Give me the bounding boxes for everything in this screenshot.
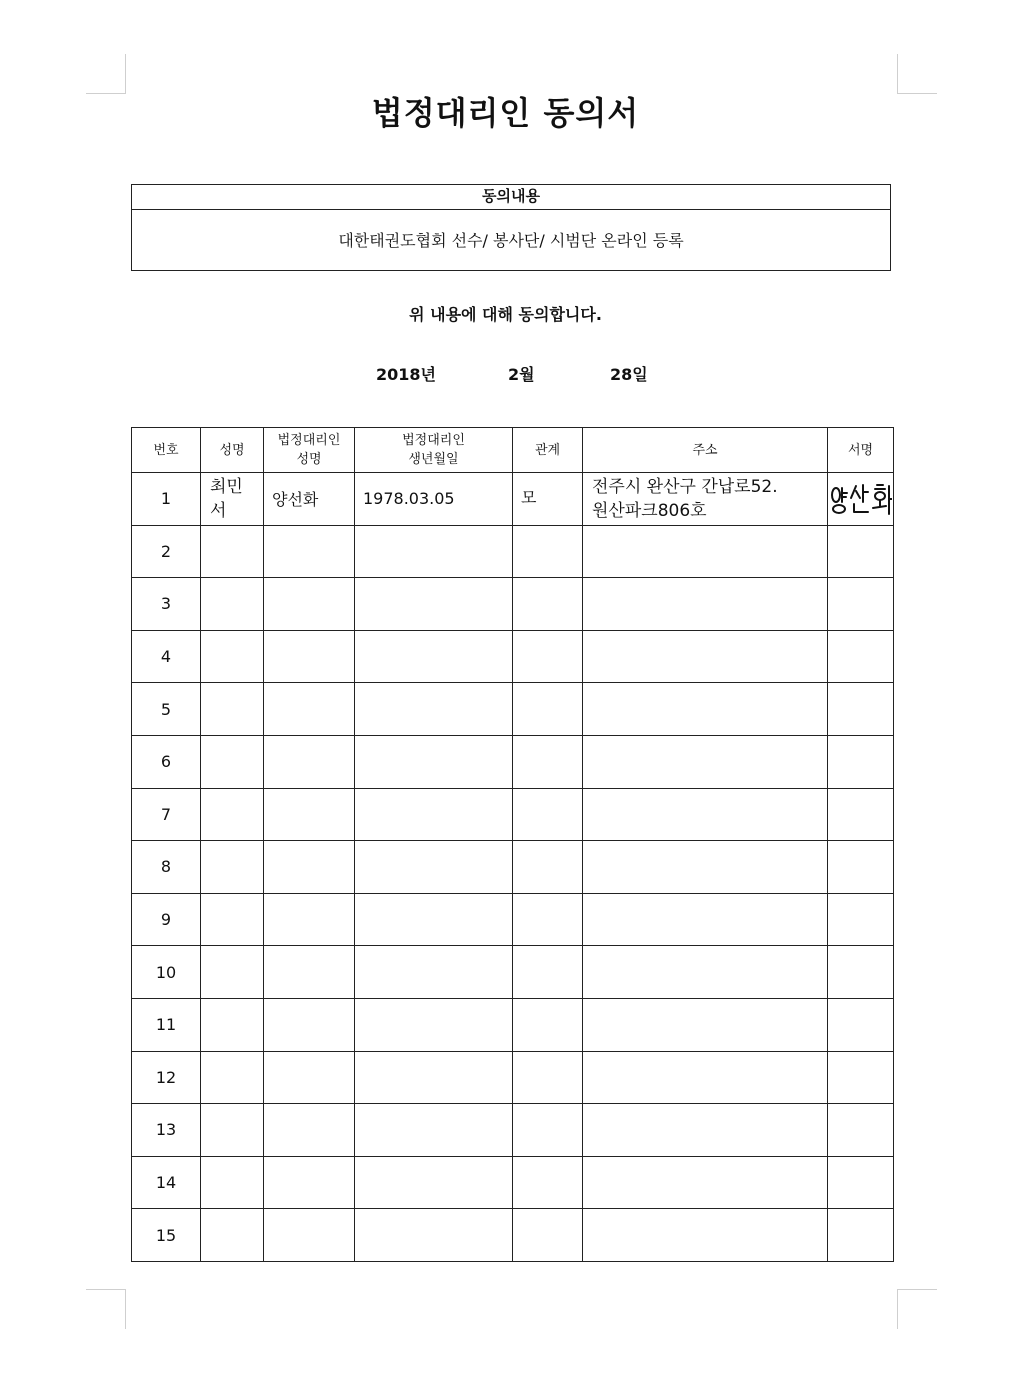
cell-guardian-name bbox=[264, 630, 355, 683]
cell-address bbox=[583, 1156, 828, 1209]
cell-guardian-birth bbox=[355, 1104, 513, 1157]
cell-signature bbox=[828, 683, 894, 736]
cell-name bbox=[201, 998, 264, 1051]
cell-guardian-birth: 1978.03.05 bbox=[355, 473, 513, 526]
header-guardian-birth-line2: 생년월일 bbox=[408, 452, 459, 467]
cell-name bbox=[201, 946, 264, 999]
cell-address bbox=[583, 788, 828, 841]
cell-guardian-name bbox=[264, 735, 355, 788]
cell-guardian-name bbox=[264, 578, 355, 631]
date-day: 28일 bbox=[610, 365, 648, 384]
cell-relation bbox=[513, 1104, 583, 1157]
crop-mark bbox=[897, 1289, 937, 1290]
cell-guardian-name bbox=[264, 841, 355, 894]
table-row bbox=[132, 735, 894, 788]
cell-name-line2: 서 bbox=[210, 500, 227, 521]
date-year: 2018년 bbox=[376, 365, 436, 384]
cell-address bbox=[583, 525, 828, 578]
cell-name bbox=[201, 473, 264, 526]
cell-address-line1: 전주시 완산구 간납로52. bbox=[592, 476, 778, 497]
cell-signature bbox=[828, 1051, 894, 1104]
cell-relation bbox=[513, 893, 583, 946]
table-row bbox=[132, 1104, 894, 1157]
cell-name bbox=[201, 1051, 264, 1104]
header-address: 주소 bbox=[583, 428, 828, 473]
cell-address bbox=[583, 998, 828, 1051]
cell-guardian-birth bbox=[355, 841, 513, 894]
cell-guardian-birth bbox=[355, 1156, 513, 1209]
cell-signature bbox=[828, 473, 894, 526]
guardian-table bbox=[131, 427, 894, 1262]
cell-name bbox=[201, 630, 264, 683]
table-row bbox=[132, 788, 894, 841]
cell-signature bbox=[828, 1209, 894, 1262]
cell-signature bbox=[828, 1156, 894, 1209]
cell-signature bbox=[828, 630, 894, 683]
cell-number: 4 bbox=[132, 630, 201, 683]
cell-guardian-birth bbox=[355, 946, 513, 999]
header-guardian-name-line2: 성명 bbox=[296, 452, 322, 467]
cell-relation bbox=[513, 788, 583, 841]
table-row bbox=[132, 946, 894, 999]
cell-guardian-birth bbox=[355, 735, 513, 788]
cell-name bbox=[201, 1156, 264, 1209]
header-signature: 서명 bbox=[828, 428, 894, 473]
cell-relation bbox=[513, 998, 583, 1051]
cell-address-line2: 원산파크806호 bbox=[592, 500, 707, 521]
cell-name bbox=[201, 1209, 264, 1262]
cell-address bbox=[583, 1209, 828, 1262]
consent-content: 대한태권도협회 선수/ 봉사단/ 시범단 온라인 등록 bbox=[338, 231, 684, 250]
header-guardian-name-line1: 법정대리인 bbox=[277, 433, 341, 448]
cell-number: 2 bbox=[132, 525, 201, 578]
cell-address bbox=[583, 1051, 828, 1104]
cell-signature bbox=[828, 998, 894, 1051]
cell-guardian-name bbox=[264, 998, 355, 1051]
cell-name bbox=[201, 788, 264, 841]
cell-relation bbox=[513, 841, 583, 894]
header-relation: 관계 bbox=[513, 428, 583, 473]
cell-number: 7 bbox=[132, 788, 201, 841]
table-header-row bbox=[132, 428, 894, 473]
cell-relation bbox=[513, 1156, 583, 1209]
cell-guardian-name: 양선화 bbox=[264, 473, 355, 526]
cell-guardian-birth bbox=[355, 998, 513, 1051]
cell-number: 6 bbox=[132, 735, 201, 788]
cell-number: 15 bbox=[132, 1209, 201, 1262]
cell-name bbox=[201, 841, 264, 894]
cell-number: 3 bbox=[132, 578, 201, 631]
cell-relation bbox=[513, 1051, 583, 1104]
cell-signature bbox=[828, 946, 894, 999]
cell-guardian-birth bbox=[355, 578, 513, 631]
agreement-statement: 위 내용에 대해 동의합니다. bbox=[409, 305, 602, 324]
cell-address bbox=[583, 683, 828, 736]
cell-signature bbox=[828, 841, 894, 894]
header-guardian-birth bbox=[355, 428, 513, 473]
cell-relation bbox=[513, 735, 583, 788]
cell-relation bbox=[513, 578, 583, 631]
cell-guardian-name bbox=[264, 788, 355, 841]
cell-number: 5 bbox=[132, 683, 201, 736]
cell-guardian-birth bbox=[355, 683, 513, 736]
crop-mark bbox=[897, 1289, 898, 1329]
table-row bbox=[132, 630, 894, 683]
cell-number: 1 bbox=[132, 473, 201, 526]
cell-name bbox=[201, 683, 264, 736]
table-row bbox=[132, 998, 894, 1051]
header-name: 성명 bbox=[201, 428, 264, 473]
cell-name bbox=[201, 1104, 264, 1157]
cell-relation bbox=[513, 1209, 583, 1262]
cell-guardian-birth bbox=[355, 893, 513, 946]
cell-name bbox=[201, 525, 264, 578]
cell-address bbox=[583, 1104, 828, 1157]
table-row bbox=[132, 578, 894, 631]
cell-address bbox=[583, 946, 828, 999]
cell-address bbox=[583, 578, 828, 631]
table-row bbox=[132, 473, 894, 526]
cell-address bbox=[583, 630, 828, 683]
cell-address bbox=[583, 473, 828, 526]
document-title: 법정대리인 동의서 bbox=[371, 94, 640, 132]
cell-guardian-name bbox=[264, 946, 355, 999]
cell-signature bbox=[828, 1104, 894, 1157]
cell-name bbox=[201, 893, 264, 946]
table-row bbox=[132, 683, 894, 736]
cell-number: 8 bbox=[132, 841, 201, 894]
cell-signature bbox=[828, 788, 894, 841]
cell-guardian-name bbox=[264, 893, 355, 946]
cell-address bbox=[583, 735, 828, 788]
header-guardian-name bbox=[264, 428, 355, 473]
handwritten-signature bbox=[830, 482, 892, 516]
cell-signature bbox=[828, 525, 894, 578]
consent-box bbox=[131, 184, 891, 271]
cell-signature bbox=[828, 735, 894, 788]
table-row bbox=[132, 1156, 894, 1209]
cell-number: 10 bbox=[132, 946, 201, 999]
table-row bbox=[132, 841, 894, 894]
cell-relation bbox=[513, 683, 583, 736]
cell-number: 13 bbox=[132, 1104, 201, 1157]
header-number: 번호 bbox=[132, 428, 201, 473]
consent-header: 동의내용 bbox=[132, 185, 890, 210]
cell-address bbox=[583, 841, 828, 894]
cell-guardian-name bbox=[264, 1051, 355, 1104]
table-row bbox=[132, 525, 894, 578]
table-row bbox=[132, 1051, 894, 1104]
cell-guardian-birth bbox=[355, 1051, 513, 1104]
cell-guardian-name bbox=[264, 683, 355, 736]
cell-signature bbox=[828, 578, 894, 631]
table-row bbox=[132, 893, 894, 946]
crop-mark bbox=[86, 1289, 126, 1290]
cell-guardian-name bbox=[264, 525, 355, 578]
cell-relation bbox=[513, 946, 583, 999]
cell-guardian-birth bbox=[355, 788, 513, 841]
cell-guardian-birth bbox=[355, 525, 513, 578]
cell-guardian-birth bbox=[355, 1209, 513, 1262]
cell-address bbox=[583, 893, 828, 946]
cell-signature bbox=[828, 893, 894, 946]
cell-relation: 모 bbox=[513, 473, 583, 526]
cell-number: 11 bbox=[132, 998, 201, 1051]
cell-name-line1: 최민 bbox=[210, 476, 243, 497]
cell-guardian-name bbox=[264, 1156, 355, 1209]
cell-number: 14 bbox=[132, 1156, 201, 1209]
cell-guardian-birth bbox=[355, 630, 513, 683]
crop-mark bbox=[125, 1289, 126, 1329]
header-guardian-birth-line1: 법정대리인 bbox=[402, 433, 465, 448]
cell-name bbox=[201, 735, 264, 788]
date-month: 2월 bbox=[508, 365, 535, 384]
cell-number: 12 bbox=[132, 1051, 201, 1104]
cell-relation bbox=[513, 525, 583, 578]
cell-name bbox=[201, 578, 264, 631]
cell-number: 9 bbox=[132, 893, 201, 946]
table-row bbox=[132, 1209, 894, 1262]
cell-guardian-name bbox=[264, 1209, 355, 1262]
cell-relation bbox=[513, 630, 583, 683]
cell-guardian-name bbox=[264, 1104, 355, 1157]
